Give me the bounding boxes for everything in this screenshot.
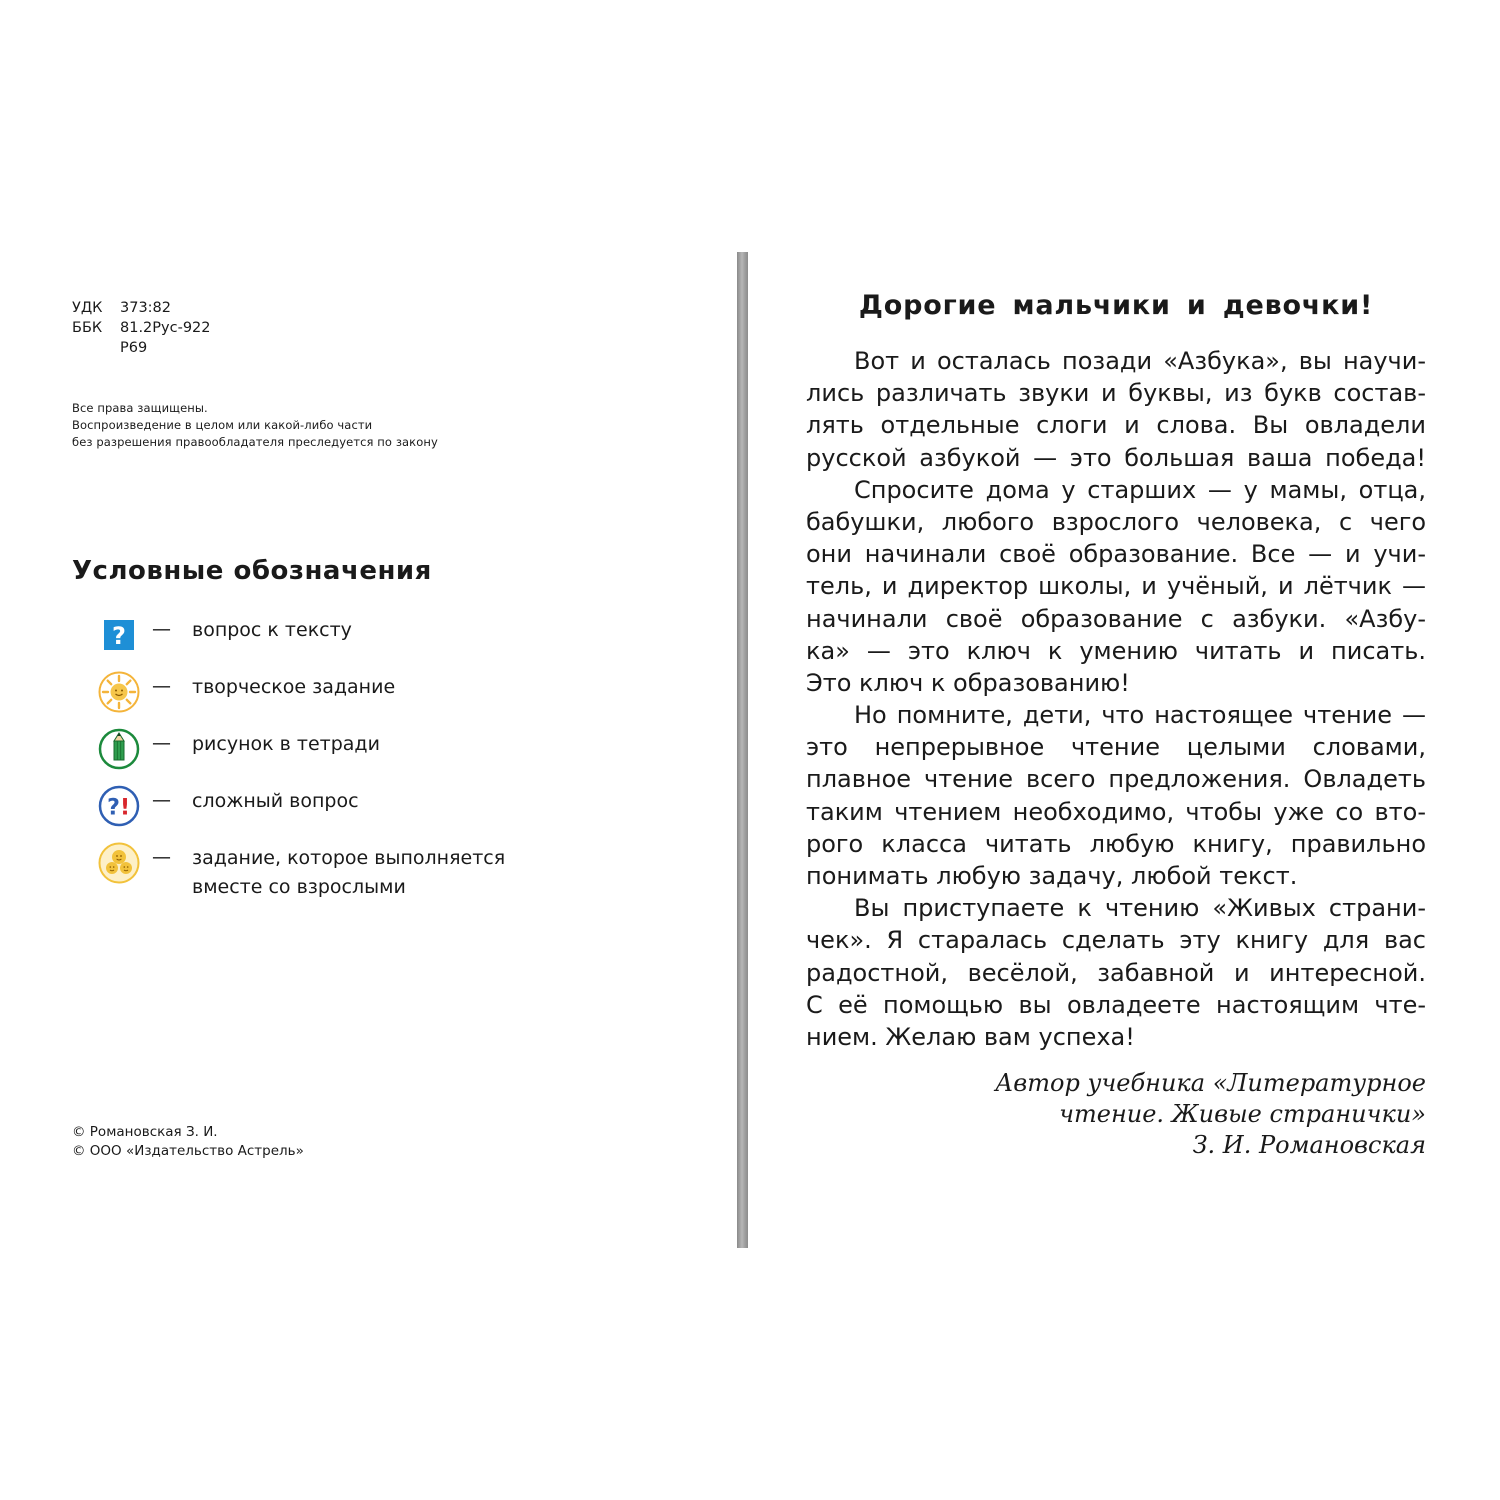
letter-line: плавное чтение всего предложения. Овладеть: [806, 765, 1426, 794]
svg-text:?: ?: [107, 795, 120, 821]
legend-line: творческое задание: [192, 676, 396, 698]
legend-dash: —: [152, 846, 171, 868]
svg-text:!: !: [119, 795, 131, 821]
signature: [806, 1068, 1426, 1161]
rights-line: без разрешения правообладателя преследуется по закону: [72, 435, 438, 449]
legend-item: [98, 789, 542, 846]
letter-line: это непрерывное чтение целыми словами,: [806, 733, 1426, 762]
letter-line: С её помощью вы овладеете настоящим чте-: [806, 990, 1426, 1019]
legend-dash: —: [152, 675, 171, 697]
letter-line: чек». Я старалась сделать эту книгу для вас: [806, 926, 1426, 955]
letter-body: [806, 345, 1426, 1053]
letter-line: бабушки, любого взрослого человека, с чего: [806, 507, 1426, 536]
classification-codes: [72, 298, 211, 358]
sun-icon: [98, 671, 140, 713]
signature-line: Автор учебника «Литературное: [995, 1069, 1426, 1097]
legend-item: [98, 846, 542, 903]
letter-line: Но помните, дети, что настоящее чтение —: [854, 701, 1426, 730]
legend-title: Условные обозначения: [72, 556, 432, 586]
legend-line: рисунок в тетради: [192, 733, 380, 755]
udk-row: [72, 298, 211, 318]
legend-item: [98, 618, 542, 675]
bbk-row: [72, 318, 211, 338]
rights-line: Все права защищены.: [72, 401, 208, 415]
letter-line: нием. Желаю вам успеха!: [806, 1022, 1135, 1051]
legend-item: [98, 675, 542, 732]
pencil-icon: [98, 728, 140, 770]
letter-line: радостной, весёлой, забавной и интересной.: [806, 958, 1426, 987]
legend-text: [192, 730, 542, 759]
rights-notice: [72, 400, 438, 451]
legend-text: [192, 616, 542, 645]
author-mark-value: Р69: [120, 340, 148, 356]
svg-text:?: ?: [112, 622, 126, 650]
book-spine: [737, 252, 748, 1248]
rights-line: Воспроизведение в целом или какой-либо части: [72, 418, 373, 432]
legend-dash: —: [152, 618, 171, 640]
signature-author: З. И. Романовская: [1192, 1131, 1426, 1159]
letter-line: начинали своё образование с азбуки. «Азбу-: [806, 604, 1426, 633]
signature-line: чтение. Живые странички»: [1059, 1100, 1426, 1128]
copyright-line: © ООО «Издательство Астрель»: [72, 1143, 304, 1159]
letter-line: понимать любую задачу, любой текст.: [806, 862, 1298, 890]
letter-line: Вы приступаете к чтению «Живых страни-: [854, 894, 1426, 923]
legend-text: [192, 787, 542, 816]
letter-line: Вот и осталась позади «Азбука», вы научи-: [854, 347, 1426, 375]
legend-line: задание, которое выполняется: [192, 847, 506, 869]
copyright: [72, 1123, 304, 1161]
letter-line: лись различать звуки и буквы, из букв состав-: [806, 379, 1426, 408]
letter-line: русской азбукой — это большая ваша победа!: [806, 443, 1426, 472]
faces-icon: [98, 842, 140, 884]
letter-line: Спросите дома у старших — у мамы, отца,: [854, 475, 1426, 504]
letter-title: Дорогие мальчики и девочки!: [858, 290, 1374, 321]
legend-line: вместе со взрослыми: [192, 876, 406, 898]
question-icon: [98, 614, 140, 656]
letter-line: они начинали своё образование. Все — и учи-: [806, 540, 1426, 569]
bbk-value: 81.2Рус-922: [120, 320, 211, 336]
letter-line: Это ключ к образованию!: [806, 668, 1130, 697]
author-mark-key: [72, 338, 120, 358]
bbk-key: ББК: [72, 320, 103, 336]
legend-list: [98, 618, 542, 903]
legend-item: [98, 732, 542, 789]
legend-text: [192, 673, 542, 702]
copyright-line: © Романовская З. И.: [72, 1124, 218, 1140]
udk-value: 373:82: [120, 300, 172, 316]
legend-dash: —: [152, 789, 171, 811]
author-mark-row: [72, 338, 211, 358]
question-exclamation-icon: [98, 785, 140, 827]
letter-line: таким чтением необходимо, чтобы уже со вто-: [806, 797, 1426, 826]
legend-line: вопрос к тексту: [192, 619, 352, 641]
udk-key: УДК: [72, 300, 103, 316]
letter-line: тель, и директор школы, и учёный, и лётчик —: [806, 572, 1426, 601]
legend-line: сложный вопрос: [192, 790, 359, 812]
legend-text: [192, 844, 542, 902]
legend-dash: —: [152, 732, 171, 754]
letter-line: рого класса читать любую книгу, правильно: [806, 829, 1426, 858]
letter-line: ка» — это ключ к умению читать и писать.: [806, 636, 1426, 665]
letter-line: лять отдельные слоги и слова. Вы овладели: [806, 411, 1426, 440]
